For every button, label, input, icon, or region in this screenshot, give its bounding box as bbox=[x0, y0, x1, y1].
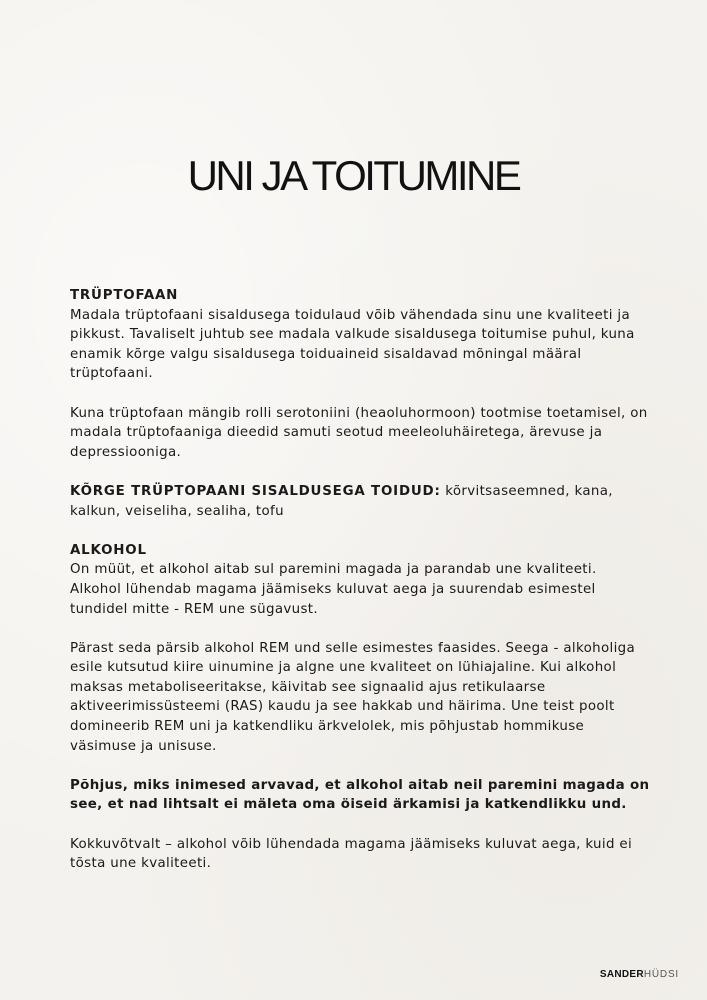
paragraph-alkohol-1: On müüt, et alkohol aitab sul paremini magada ja parandab une kvaliteeti. Alkohol lühendab magama jäämiseks kuluvat aega ja suurendab esimestel tundidel mitte - REM une sügavust. bbox=[70, 562, 597, 617]
brand-first: SANDER bbox=[599, 969, 644, 980]
brand-last: HÜDSI bbox=[643, 969, 679, 980]
paragraph-tryptofaan-2: Kuna trüptofaan mängib rolli serotoniini (heaoluhormoon) tootmise toetamisel, on madala trüptofaaniga dieedid samuti seotud meeleoluhäiretega, ärevuse ja depressiooniga. bbox=[70, 405, 648, 460]
paragraph-alkohol-4: Kokkuvõtvalt – alkohol võib lühendada magama jäämiseks kuluvat aega, kuid ei tõsta une kvaliteeti. bbox=[70, 836, 633, 872]
page-title: UNI JA TOITUMINE bbox=[187, 152, 520, 199]
section-heading-alkohol: ALKOHOL bbox=[70, 542, 147, 558]
document-body bbox=[70, 286, 650, 893]
brand-logo bbox=[600, 969, 679, 980]
section-tryptofaan bbox=[70, 286, 650, 462]
paragraph-alkohol-3: Põhjus, miks inimesed arvavad, et alkohol aitab neil paremini magada on see, et nad lihtsalt ei mäleta oma öiseid ärkamisi ja katkendlikku und. bbox=[70, 777, 650, 813]
section-alkohol bbox=[70, 541, 650, 874]
paragraph-alkohol-2: Pärast seda pärsib alkohol REM und selle esimestes faasides. Seega - alkoholiga esile kutsutud kiire uinumine ja algne une kvaliteet on lühiajaline. Kui alkohol maksas metaboliseeritakse, käivitab see signaalid ajus retikulaarse aktiveerimissüsteemi (RAS) kaudu ja see hakkab und häirima. Une teist poolt domineerib REM uni ja katkendliku ärkvelolek, mis põhjustab hommikuse väsimuse ja unisuse. bbox=[70, 640, 636, 754]
foods-label: KÕRGE TRÜPTOPAANI SISALDUSEGA TOIDUD: bbox=[70, 483, 441, 499]
paragraph-tryptofaan-1: Madala trüptofaani sisaldusega toidulaud võib vähendada sinu une kvaliteeti ja pikkust. Tavaliselt juhtub see madala valkude sisaldusega toitumise puhul, kuna enamik kõrge valgu sisaldusega toiduaineid sisaldavad mõningal määral trüptofaani. bbox=[70, 307, 635, 382]
foods-text: kõrvitsaseemned, kana, kalkun, veiseliha, sealiha, tofu bbox=[70, 483, 613, 519]
section-heading-tryptofaan: TRÜPTOFAAN bbox=[70, 288, 179, 303]
foods-list bbox=[70, 482, 650, 521]
